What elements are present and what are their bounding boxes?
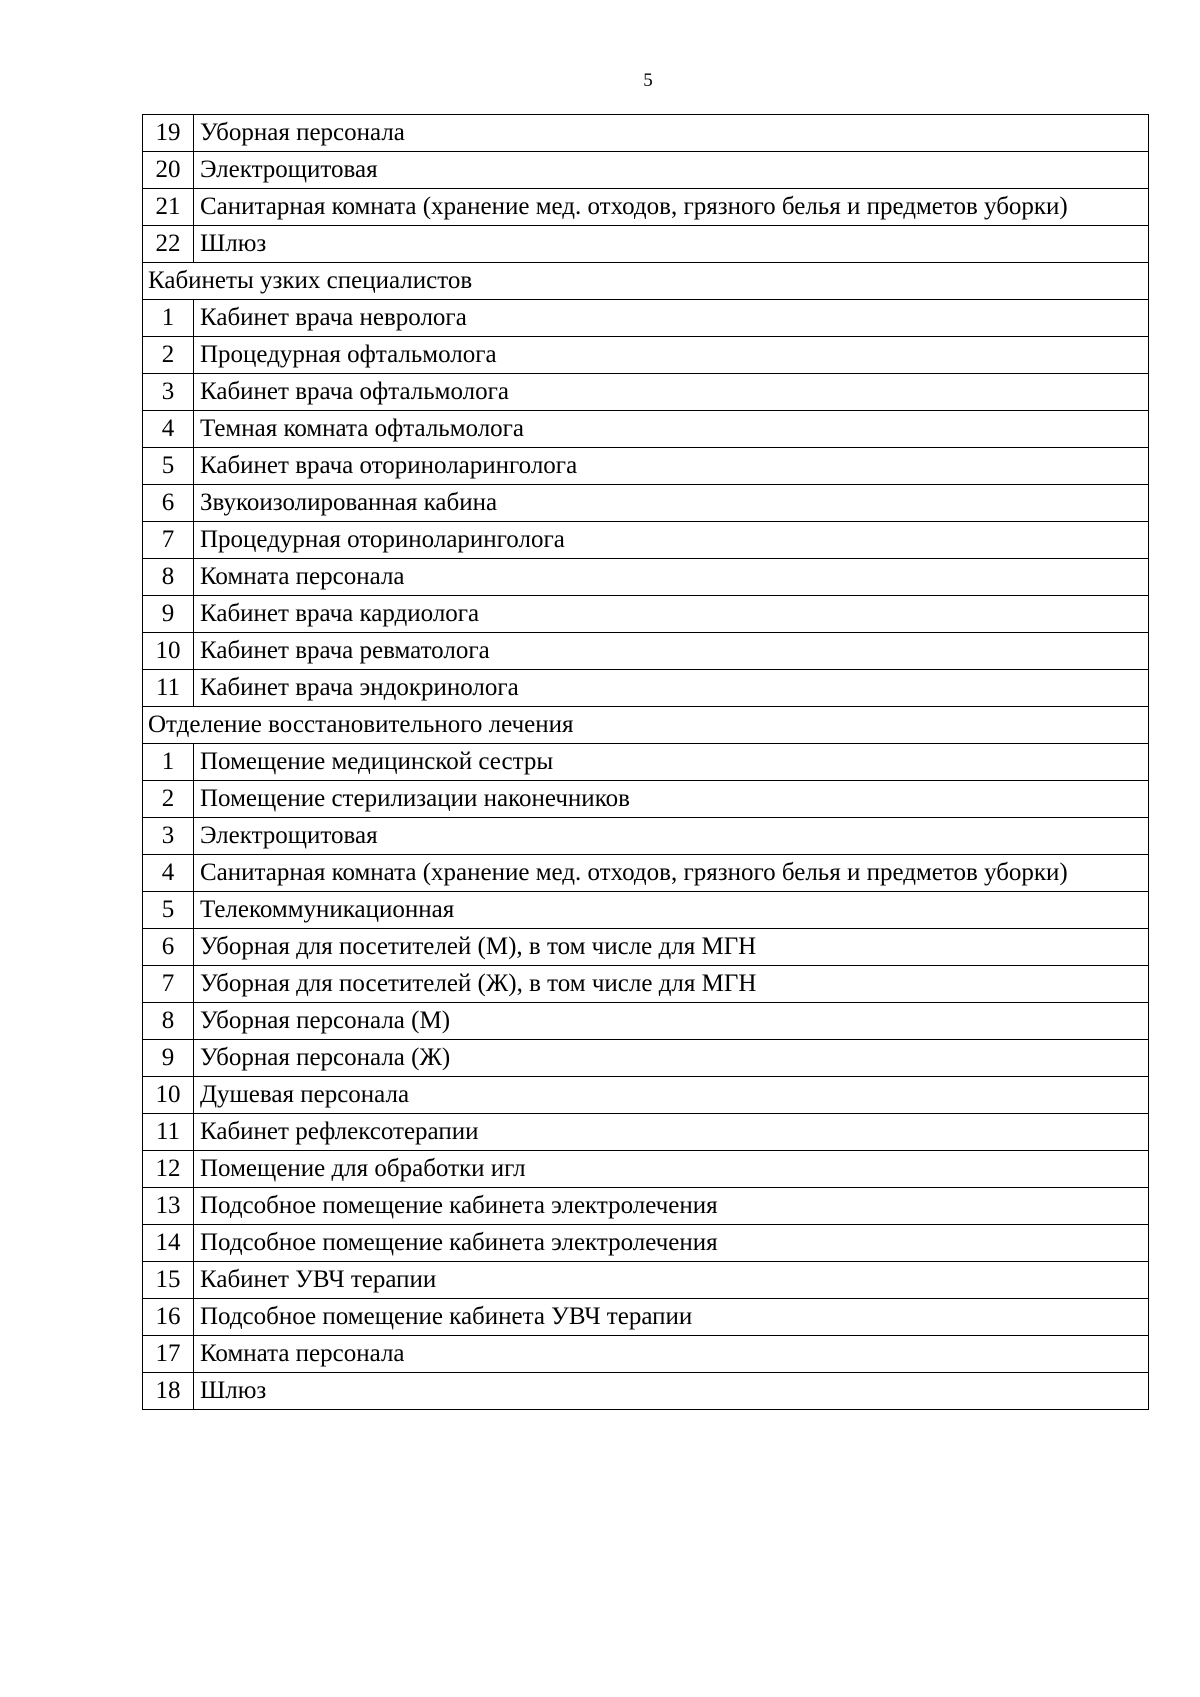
row-number: 5 — [143, 448, 194, 485]
table-row — [143, 152, 1149, 189]
row-number: 22 — [143, 226, 194, 263]
room-name: Процедурная офтальмолога — [194, 337, 1149, 374]
table-row — [143, 115, 1149, 152]
table-row — [143, 966, 1149, 1003]
row-number: 13 — [143, 1188, 194, 1225]
table-row — [143, 411, 1149, 448]
table-row — [143, 855, 1149, 892]
table-row — [143, 1040, 1149, 1077]
room-name: Телекоммуникационная — [194, 892, 1149, 929]
table-row — [143, 781, 1149, 818]
room-name: Подсобное помещение кабинета электролечения — [194, 1188, 1149, 1225]
room-name: Подсобное помещение кабинета УВЧ терапии — [194, 1299, 1149, 1336]
room-name: Уборная для посетителей (М), в том числе для МГН — [194, 929, 1149, 966]
row-number: 7 — [143, 522, 194, 559]
row-number: 3 — [143, 374, 194, 411]
row-number: 17 — [143, 1336, 194, 1373]
room-name: Темная комната офтальмолога — [194, 411, 1149, 448]
table-row — [143, 448, 1149, 485]
rooms-table — [142, 114, 1149, 1410]
room-name: Помещение для обработки игл — [194, 1151, 1149, 1188]
section-header-row — [143, 263, 1149, 300]
room-name: Уборная для посетителей (Ж), в том числе для МГН — [194, 966, 1149, 1003]
table-row — [143, 1299, 1149, 1336]
row-number: 10 — [143, 1077, 194, 1114]
row-number: 11 — [143, 670, 194, 707]
row-number: 20 — [143, 152, 194, 189]
page-number: 5 — [643, 70, 653, 91]
table-row — [143, 1262, 1149, 1299]
row-number: 4 — [143, 411, 194, 448]
table-row — [143, 670, 1149, 707]
room-name: Кабинет врача невролога — [194, 300, 1149, 337]
row-number: 11 — [143, 1114, 194, 1151]
row-number: 2 — [143, 337, 194, 374]
table-row — [143, 189, 1149, 226]
row-number: 1 — [143, 744, 194, 781]
room-name: Кабинет УВЧ терапии — [194, 1262, 1149, 1299]
table-row — [143, 892, 1149, 929]
room-name: Электрощитовая — [194, 152, 1149, 189]
room-name: Комната персонала — [194, 559, 1149, 596]
row-number: 9 — [143, 1040, 194, 1077]
row-number: 18 — [143, 1373, 194, 1410]
row-number: 9 — [143, 596, 194, 633]
table-row — [143, 1188, 1149, 1225]
section-title: Отделение восстановительного лечения — [143, 707, 1149, 744]
row-number: 19 — [143, 115, 194, 152]
row-number: 4 — [143, 855, 194, 892]
row-number: 5 — [143, 892, 194, 929]
table-row — [143, 744, 1149, 781]
table-row — [143, 485, 1149, 522]
room-name: Кабинет врача оториноларинголога — [194, 448, 1149, 485]
table-row — [143, 1114, 1149, 1151]
room-name: Комната персонала — [194, 1336, 1149, 1373]
room-name: Кабинет врача офтальмолога — [194, 374, 1149, 411]
table-row — [143, 1151, 1149, 1188]
row-number: 3 — [143, 818, 194, 855]
room-name: Уборная персонала — [194, 115, 1149, 152]
row-number: 10 — [143, 633, 194, 670]
room-name: Шлюз — [194, 1373, 1149, 1410]
room-name: Помещение стерилизации наконечников — [194, 781, 1149, 818]
room-name: Уборная персонала (М) — [194, 1003, 1149, 1040]
row-number: 14 — [143, 1225, 194, 1262]
table-row — [143, 1003, 1149, 1040]
rooms-table-body — [143, 115, 1149, 1410]
room-name: Кабинет рефлексотерапии — [194, 1114, 1149, 1151]
table-row — [143, 226, 1149, 263]
row-number: 8 — [143, 1003, 194, 1040]
table-row — [143, 300, 1149, 337]
row-number: 15 — [143, 1262, 194, 1299]
row-number: 12 — [143, 1151, 194, 1188]
room-name: Шлюз — [194, 226, 1149, 263]
room-name: Кабинет врача ревматолога — [194, 633, 1149, 670]
table-row — [143, 929, 1149, 966]
table-row — [143, 818, 1149, 855]
table-row — [143, 1373, 1149, 1410]
table-row — [143, 633, 1149, 670]
room-name: Санитарная комната (хранение мед. отходов, грязного белья и предметов уборки) — [194, 855, 1149, 892]
row-number: 6 — [143, 929, 194, 966]
row-number: 2 — [143, 781, 194, 818]
room-name: Процедурная оториноларинголога — [194, 522, 1149, 559]
room-name: Электрощитовая — [194, 818, 1149, 855]
section-header-row — [143, 707, 1149, 744]
table-row — [143, 337, 1149, 374]
room-name: Подсобное помещение кабинета электролечения — [194, 1225, 1149, 1262]
room-name: Санитарная комната (хранение мед. отходов, грязного белья и предметов уборки) — [194, 189, 1149, 226]
row-number: 6 — [143, 485, 194, 522]
table-row — [143, 559, 1149, 596]
table-row — [143, 1077, 1149, 1114]
table-row — [143, 522, 1149, 559]
room-name: Помещение медицинской сестры — [194, 744, 1149, 781]
section-title: Кабинеты узких специалистов — [143, 263, 1149, 300]
room-name: Кабинет врача эндокринолога — [194, 670, 1149, 707]
table-row — [143, 1336, 1149, 1373]
row-number: 1 — [143, 300, 194, 337]
table-row — [143, 374, 1149, 411]
room-name: Звукоизолированная кабина — [194, 485, 1149, 522]
room-name: Душевая персонала — [194, 1077, 1149, 1114]
row-number: 7 — [143, 966, 194, 1003]
table-row — [143, 1225, 1149, 1262]
table-row — [143, 596, 1149, 633]
row-number: 21 — [143, 189, 194, 226]
row-number: 8 — [143, 559, 194, 596]
room-name: Уборная персонала (Ж) — [194, 1040, 1149, 1077]
room-name: Кабинет врача кардиолога — [194, 596, 1149, 633]
row-number: 16 — [143, 1299, 194, 1336]
